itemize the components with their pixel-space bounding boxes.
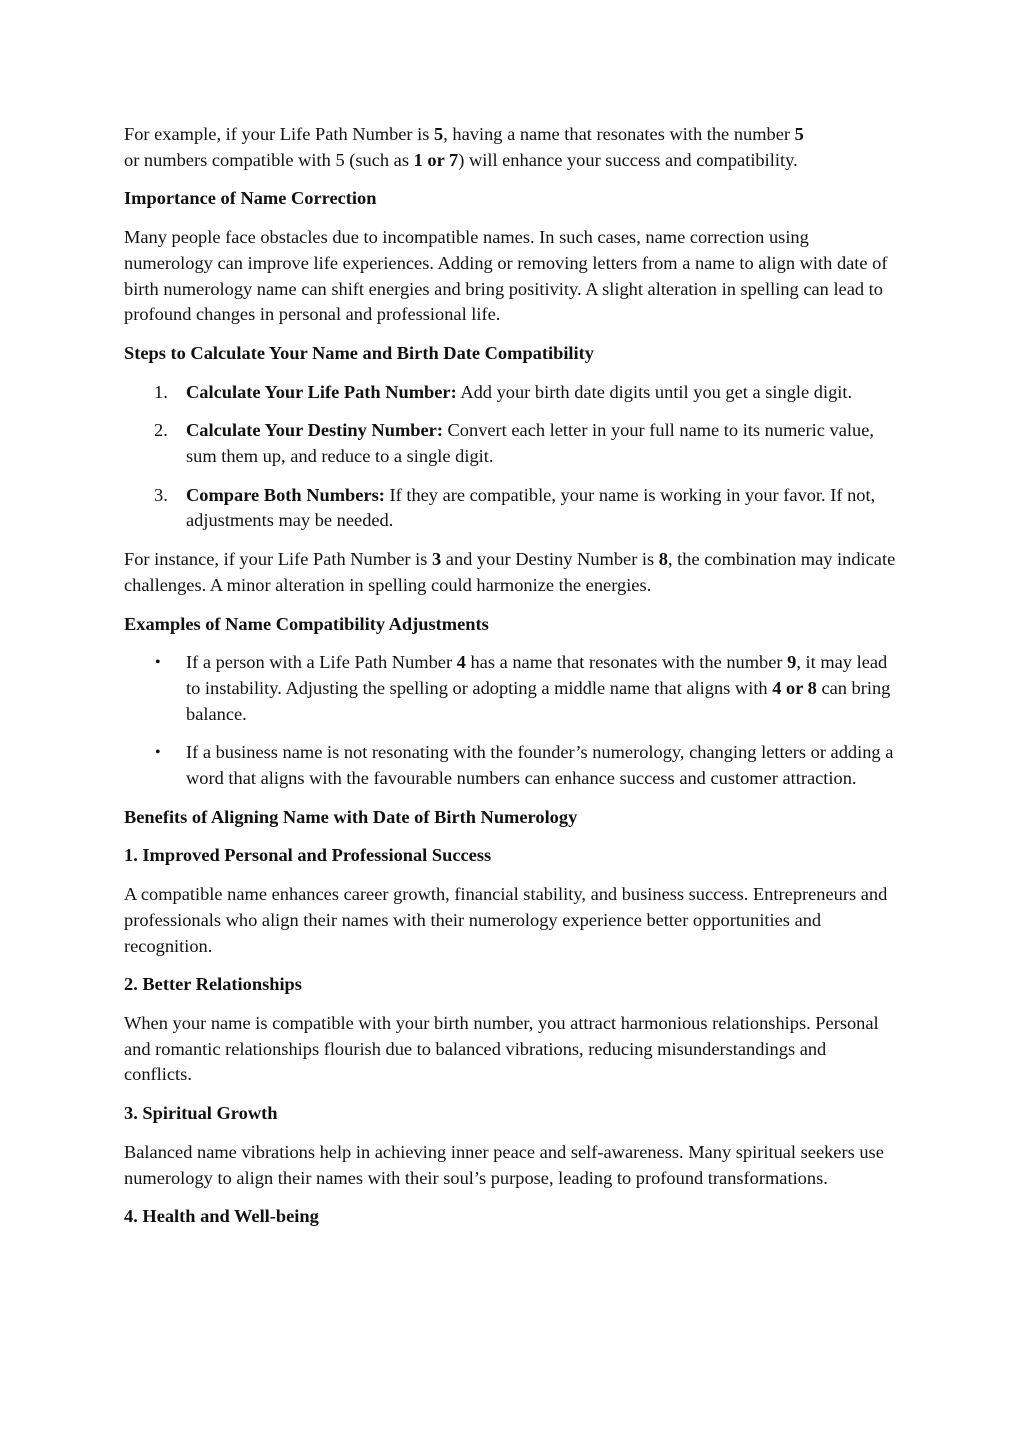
bullet-marker: •: [155, 744, 161, 762]
step-text: Convert each letter in your full name to its numeric value, sum them up, and reduce to a single digit.: [186, 420, 874, 467]
list-item: [124, 380, 896, 406]
benefit-3-paragraph: Balanced name vibrations help in achieving inner peace and self-awareness. Many spiritual seekers use numerology to align their names with their soul’s purpose, leading to profound transformations.: [124, 1141, 884, 1188]
instance-bold: 3: [431, 549, 442, 570]
instance-text: For instance, if your Life Path Number is: [124, 549, 432, 570]
example-bold: 4: [456, 652, 466, 673]
step-text: If they are compatible, your name is working in your favor. If not, adjustments may be needed.: [186, 484, 876, 531]
instance-text: and your Destiny Number is: [441, 549, 659, 570]
importance-paragraph: Many people face obstacles due to incompatible names. In such cases, name correction using numerology can improve life experiences. Adding or removing letters from a name to align with date of birth numerology name can shift energies and bring positivity. A slight alteration in spelling can lead to profound changes in personal and professional life.: [124, 227, 888, 325]
list-marker: 3.: [154, 484, 168, 505]
examples-list: [124, 650, 896, 792]
step-title: Compare Both Numbers:: [186, 484, 385, 505]
step-title: Calculate Your Destiny Number:: [186, 420, 443, 441]
document-page: [124, 122, 896, 1243]
intro-text: ) will enhance your success and compatibility.: [458, 149, 798, 170]
example-bold: 4 or 8: [772, 677, 817, 698]
example-text: , it may lead to instability. Adjusting the spelling or adopting a middle name that aligns with: [186, 652, 888, 698]
instance-paragraph: [124, 547, 896, 598]
steps-heading: Steps to Calculate Your Name and Birth Date Compatibility: [124, 342, 594, 363]
list-item: [124, 740, 896, 791]
steps-list: [124, 380, 896, 535]
intro-text: or numbers compatible with 5 (such as: [124, 149, 414, 170]
bullet-marker: •: [155, 654, 161, 672]
examples-heading: Examples of Name Compatibility Adjustments: [124, 613, 489, 634]
benefit-2-heading: 2. Better Relationships: [124, 974, 302, 995]
list-marker: 2.: [154, 420, 168, 441]
step-title: Calculate Your Life Path Number:: [186, 381, 457, 402]
example-text: can bring balance.: [186, 677, 891, 724]
list-item: [124, 418, 896, 469]
list-item: [124, 650, 896, 727]
instance-bold: 8: [658, 549, 668, 570]
intro-text: For example, if your Life Path Number is: [124, 124, 435, 144]
benefit-1-heading: 1. Improved Personal and Professional Success: [124, 845, 492, 866]
list-item: [124, 483, 896, 534]
intro-bold: 1 or 7: [413, 149, 459, 170]
instance-text: , the combination may indicate challenges. A minor alteration in spelling could harmonize the energies.: [124, 549, 896, 595]
example-text: has a name that resonates with the number: [465, 652, 788, 673]
example-text: If a person with a Life Path Number: [186, 652, 457, 673]
intro-bold: 5: [434, 124, 444, 144]
benefit-1-paragraph: A compatible name enhances career growth, financial stability, and business success. Entrepreneurs and professionals who align their names with their numerology experience better opportunities and recognition.: [124, 884, 888, 956]
example-bold: 9: [787, 652, 797, 673]
intro-text: , having a name that resonates with the number: [443, 124, 795, 144]
list-marker: 1.: [154, 381, 168, 402]
step-text: Add your birth date digits until you get a single digit.: [456, 381, 853, 402]
example-text: If a business name is not resonating with the founder’s numerology, changing letters or adding a word that aligns with the favourable numbers can enhance success and customer attraction.: [186, 742, 894, 789]
benefit-3-heading: 3. Spiritual Growth: [124, 1103, 278, 1124]
intro-paragraph: [124, 122, 896, 173]
benefit-4-heading: 4. Health and Well-being: [124, 1206, 319, 1227]
intro-bold: 5: [794, 124, 804, 144]
benefit-2-paragraph: When your name is compatible with your birth number, you attract harmonious relationships. Personal and romantic relationships flourish due to balanced vibrations, reducing misunderstandings and conflicts.: [124, 1012, 879, 1085]
benefits-heading: Benefits of Aligning Name with Date of Birth Numerology: [124, 806, 578, 827]
importance-heading: Importance of Name Correction: [124, 188, 377, 209]
